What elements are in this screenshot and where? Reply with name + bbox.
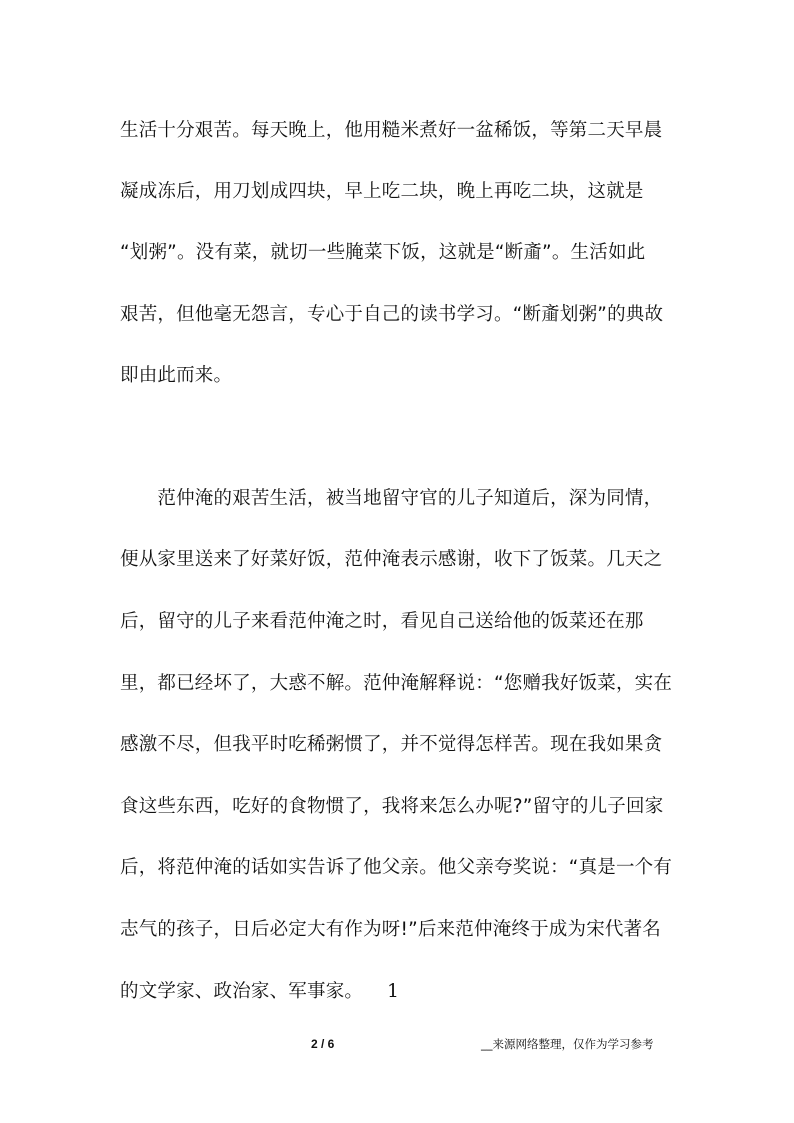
text-line: 食这些东西，吃好的食物惯了，我将来怎么办呢?”留守的儿子回家 [120, 796, 664, 817]
source-note: __来源网络整理，仅作为学习参考 [481, 1037, 654, 1051]
text-line-last [120, 980, 680, 1004]
text-line: 里，都已经坏了，大惑不解。范仲淹解释说：“您赠我好饭菜，实在 [120, 673, 673, 694]
page-indicator: 2 / 6 [311, 1037, 335, 1051]
text-line: 范仲淹的艰苦生活，被当地留守官的儿子知道后，深为同情， [120, 488, 663, 509]
text-line: 感激不尽，但我平时吃稀粥惯了，并不觉得怎样苦。现在我如果贪 [120, 734, 663, 755]
text-line: “划粥”。没有菜，就切一些腌菜下饭，这就是“断齑”。生活如此 [120, 242, 646, 263]
text-line: 生活十分艰苦。每天晚上，他用糙米煮好一盆稀饭，等第二天早晨 [120, 120, 663, 141]
text-line: 志气的孩子，日后必定大有作为呀!”后来范仲淹终于成为宋代著名 [120, 919, 662, 940]
trailing-number: 1 [387, 981, 400, 1002]
text-line: 后，将范仲淹的话如实告诉了他父亲。他父亲夸奖说：“真是一个有 [120, 857, 673, 878]
text-line: 便从家里送来了好菜好饭，范仲淹表示感谢，收下了饭菜。几天之 [120, 549, 663, 570]
text-line: 后，留守的儿子来看范仲淹之时，看见自己送给他的饭菜还在那 [120, 611, 644, 632]
text-line: 艰苦，但他毫无怨言，专心于自己的读书学习。“断齑划粥”的典故 [120, 304, 664, 325]
text-line: 即由此而来。 [120, 365, 233, 386]
text-line: 凝成冻后，用刀划成四块，早上吃二块，晚上再吃二块，这就是 [120, 181, 644, 202]
text-line-content: 的文学家、政治家、军事家。 [120, 981, 364, 1002]
